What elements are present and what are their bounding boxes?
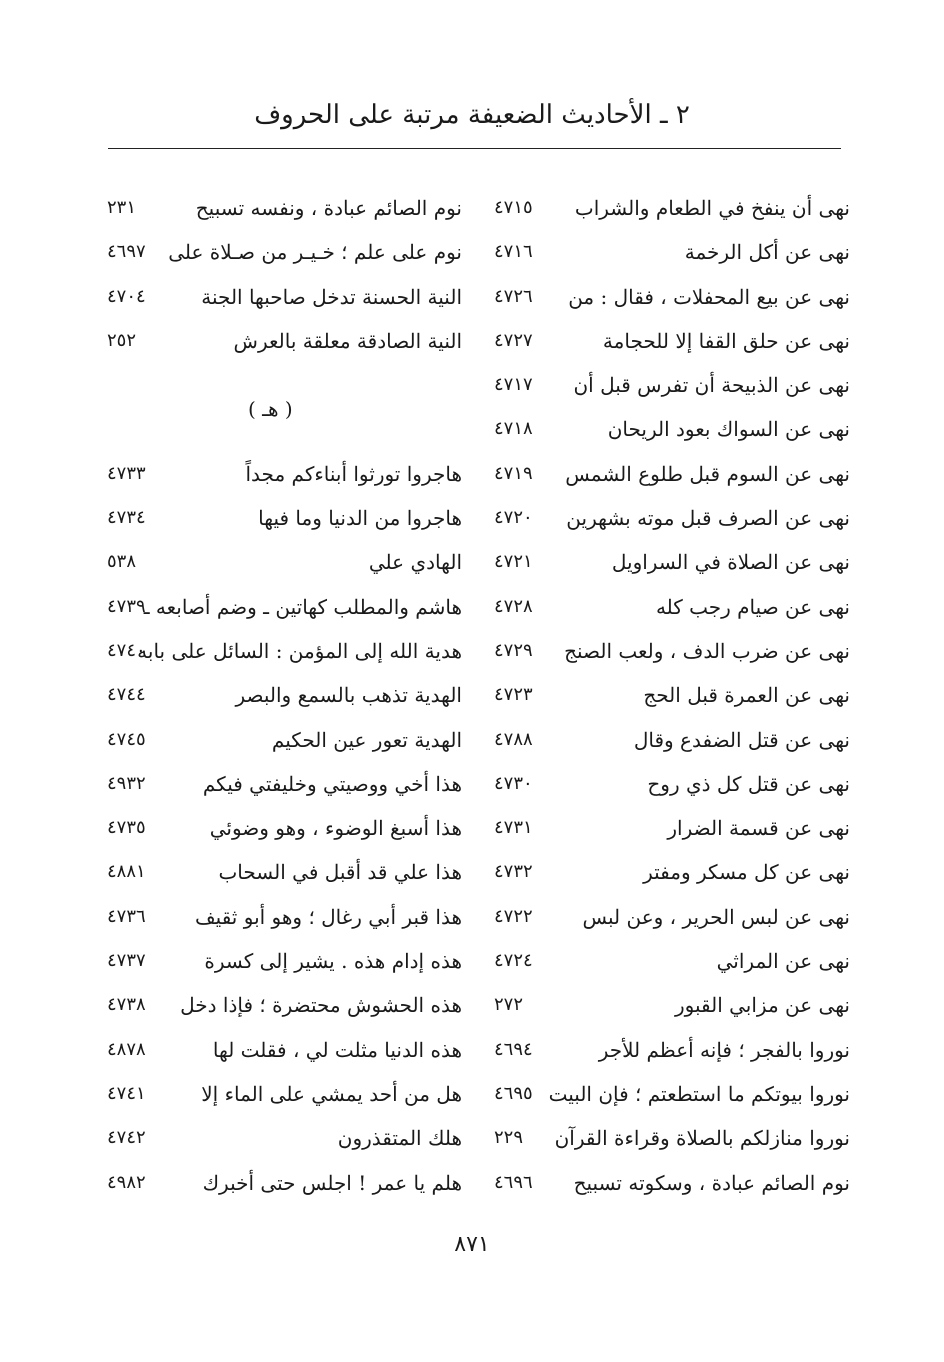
index-entry <box>490 1028 850 1072</box>
index-entry <box>105 275 462 319</box>
entry-text: الهدية تعور عين الحكيم <box>271 727 462 752</box>
index-entry <box>490 452 850 496</box>
index-entry <box>105 1116 462 1160</box>
page-number: ٨٧١ <box>454 1232 490 1257</box>
entry-text: نوم الصائم عبادة ، ونفسه تسبيح <box>195 196 462 220</box>
entry-number: ٤٧٤٤ <box>107 684 146 706</box>
entry-number: ٤٧٣٩ <box>107 595 146 617</box>
entry-text: نهى عن الصلاة في السراويل <box>611 550 850 575</box>
index-entry <box>105 718 462 762</box>
entry-text: هذه الحشوش محتضرة ؛ فإذا دخل <box>180 993 462 1018</box>
index-entry <box>490 1161 850 1205</box>
index-entry <box>105 673 462 717</box>
entry-number: ٤٧٤٢ <box>107 1127 146 1149</box>
entry-text: نهى أن ينفخ في الطعام والشراب <box>574 196 850 220</box>
index-entry <box>490 762 850 806</box>
index-entry <box>490 186 850 230</box>
entry-number: ٤٧٢٦ <box>494 285 533 307</box>
index-entry <box>105 452 462 496</box>
entry-text: النية الصادقة معلقة بالعرش <box>233 328 462 353</box>
entry-text: هذا علي قد أقبل في السحاب <box>218 860 462 885</box>
entry-number: ٤٦٩٦ <box>494 1171 533 1193</box>
entry-number: ٤٧٣٢ <box>494 861 533 883</box>
index-entry <box>490 540 850 584</box>
entry-number: ٤٧٠٤ <box>107 285 146 307</box>
index-entry <box>105 895 462 939</box>
entry-number: ٤٧٣٠ <box>494 772 533 794</box>
entry-number: ٤٧٢٨ <box>494 595 533 617</box>
entry-number: ٤٧٢٩ <box>494 639 533 661</box>
entry-number: ٤٧٣٨ <box>107 994 146 1016</box>
entry-number: ٤٧٤٥ <box>107 728 146 750</box>
entry-number: ٤٩٨٢ <box>107 1171 146 1193</box>
index-entry <box>490 319 850 363</box>
entry-text: نهى عن كل مسكر ومفتر <box>643 860 850 885</box>
entry-number: ٤٧٤١ <box>107 1082 146 1104</box>
right-column <box>490 186 850 1205</box>
entry-number: ٤٧٢٤ <box>494 950 533 972</box>
entry-number: ٤٧٢٢ <box>494 905 533 927</box>
index-entry <box>105 1028 462 1072</box>
entry-text: هلم يا عمر ! اجلس حتى أخبرك <box>202 1170 462 1195</box>
entry-text: نهى عن المراثي <box>716 949 850 974</box>
entry-text: نهى عن قتل كل ذي روح <box>647 771 850 796</box>
entry-text: هذا أخي ووصيتي وخليفتي فيكم <box>202 771 462 796</box>
index-entry <box>105 1072 462 1116</box>
index-entry <box>105 1161 462 1205</box>
entry-text: نهى عن السواك بعود الريحان <box>607 417 850 442</box>
entry-number: ٤٧٢٧ <box>494 329 533 351</box>
index-entry <box>490 496 850 540</box>
section-letter-heading: ( هـ ) <box>248 397 293 421</box>
index-entry <box>105 230 462 274</box>
entry-number: ٤٧٣٥ <box>107 817 146 839</box>
entry-number: ٢٥٢ <box>107 329 137 351</box>
index-entry <box>105 762 462 806</box>
entry-text: نهى عن مزابي القبور <box>674 993 850 1018</box>
entry-text: هاشم والمطلب كهاتين ـ وضم أصابعه ـ <box>143 594 462 619</box>
entry-text: نوروا بيوتكم ما استطعتم ؛ فإن البيت <box>548 1081 850 1106</box>
index-entry <box>105 939 462 983</box>
entry-number: ٤٧١٥ <box>494 197 533 218</box>
header-divider <box>108 148 841 149</box>
entry-text: نهى عن بيع المحفلات ، فقال : من <box>568 284 850 309</box>
entry-number: ٤٦٩٤ <box>494 1038 533 1060</box>
index-entry <box>105 983 462 1027</box>
entry-text: هلك المتقذرون <box>337 1126 462 1151</box>
left-column <box>105 186 462 1205</box>
entry-text: نهى عن صيام رجب كله <box>655 594 850 619</box>
index-entry <box>490 673 850 717</box>
entry-number: ٤٧٢١ <box>494 551 533 573</box>
index-entry <box>490 1072 850 1116</box>
entry-number: ٤٦٩٥ <box>494 1082 533 1104</box>
index-entry <box>490 275 850 319</box>
index-entry <box>490 363 850 407</box>
entry-number: ٢٢٩ <box>494 1127 524 1149</box>
entry-text: نوم على علم ؛ خـيـر من صـلاة على <box>168 240 462 265</box>
entry-text: هذا أسبغ الوضوء ، وهو وضوئي <box>209 816 462 841</box>
entry-number: ٤٧١٩ <box>494 462 533 484</box>
entry-number: ٤٧٨٨ <box>494 728 533 750</box>
entry-number: ٤٧١٧ <box>494 374 533 396</box>
index-entry <box>105 496 462 540</box>
entry-text: هذه الدنيا مثلت لي ، فقلت لها <box>212 1037 462 1062</box>
entry-text: نوروا بالفجر ؛ فإنه أعظم للأجر <box>598 1037 850 1062</box>
entry-text: هاجروا من الدنيا وما فيها <box>258 506 462 531</box>
index-entry <box>490 895 850 939</box>
entry-text: نهى عن لبس الحرير ، وعن لبس <box>582 904 850 929</box>
page-header: ٢ ـ الأحاديث الضعيفة مرتبة على الحروف <box>254 100 690 130</box>
entry-text: هل من أحد يمشي على الماء إلا <box>201 1081 462 1106</box>
entry-number: ٤٨٧٨ <box>107 1038 146 1060</box>
index-entry <box>490 939 850 983</box>
entry-number: ٢٧٢ <box>494 994 524 1016</box>
entry-text: نهى عن أكل الرخمة <box>684 240 850 265</box>
index-entry <box>490 1116 850 1160</box>
index-entry <box>490 718 850 762</box>
entry-number: ٤٧١٦ <box>494 241 533 263</box>
entry-text: النية الحسنة تدخل صاحبها الجنة <box>201 284 462 309</box>
index-entry <box>105 850 462 894</box>
index-entry <box>105 540 462 584</box>
entry-text: نهى عن السوم قبل طلوع الشمس <box>565 461 850 486</box>
entry-number: ٤٦٩٧ <box>107 241 146 263</box>
entry-number: ٤٧٣٣ <box>107 462 146 484</box>
index-entry <box>105 319 462 363</box>
entry-number: ٢٣١ <box>107 197 137 218</box>
entry-number: ٤٩٣٢ <box>107 772 146 794</box>
entry-text: نهى عن الصرف قبل موته بشهرين <box>566 506 850 531</box>
entry-text: هذا قبر أبي رغال ؛ وهو أبو ثقيف <box>194 904 462 929</box>
index-entry <box>105 629 462 673</box>
index-entry <box>490 585 850 629</box>
entry-text: نوروا منازلكم بالصلاة وقراءة القرآن <box>554 1126 850 1151</box>
entry-text: نهى عن العمرة قبل الحج <box>643 683 850 708</box>
index-entry <box>490 230 850 274</box>
entry-text: هدية الله إلى المؤمن : السائل على بابه <box>137 638 462 663</box>
index-entry <box>490 407 850 451</box>
entry-text: هاجروا تورثوا أبناءكم مجداً <box>245 461 462 486</box>
entry-text: هذه إدام هذه . يشير إلى كسرة <box>204 949 462 974</box>
entry-number: ٤٧٤٠ <box>107 639 146 661</box>
entry-number: ٤٧٢٣ <box>494 684 533 706</box>
entry-number: ٤٧٣٧ <box>107 950 146 972</box>
index-entry <box>490 983 850 1027</box>
index-entry <box>490 850 850 894</box>
entry-number: ٤٧٣٦ <box>107 905 146 927</box>
entry-text: نهى عن قسمة الضرار <box>667 816 850 841</box>
index-entry <box>105 806 462 850</box>
index-entry <box>105 186 462 230</box>
entry-number: ٥٣٨ <box>107 551 137 573</box>
index-entry <box>105 585 462 629</box>
entry-number: ٤٧٣٤ <box>107 507 146 529</box>
index-entry <box>490 629 850 673</box>
entry-text: نهى عن قتل الضفدع وقال <box>633 727 850 752</box>
entry-number: ٤٧١٨ <box>494 418 533 440</box>
entry-text: نهى عن ضرب الدف ، ولعب الصنج <box>564 638 850 663</box>
entry-text: الهادي علي <box>368 550 462 575</box>
entry-text: نهى عن حلق القفا إلا للحجامة <box>602 328 850 353</box>
index-entry <box>490 806 850 850</box>
entry-number: ٤٧٣١ <box>494 817 533 839</box>
entry-text: الهدية تذهب بالسمع والبصر <box>235 683 462 708</box>
entry-number: ٤٨٨١ <box>107 861 146 883</box>
entry-text: نهى عن الذبيحة أن تفرس قبل أن <box>573 373 850 398</box>
entry-number: ٤٧٢٠ <box>494 507 533 529</box>
entry-text: نوم الصائم عبادة ، وسكوته تسبيح <box>573 1170 850 1195</box>
